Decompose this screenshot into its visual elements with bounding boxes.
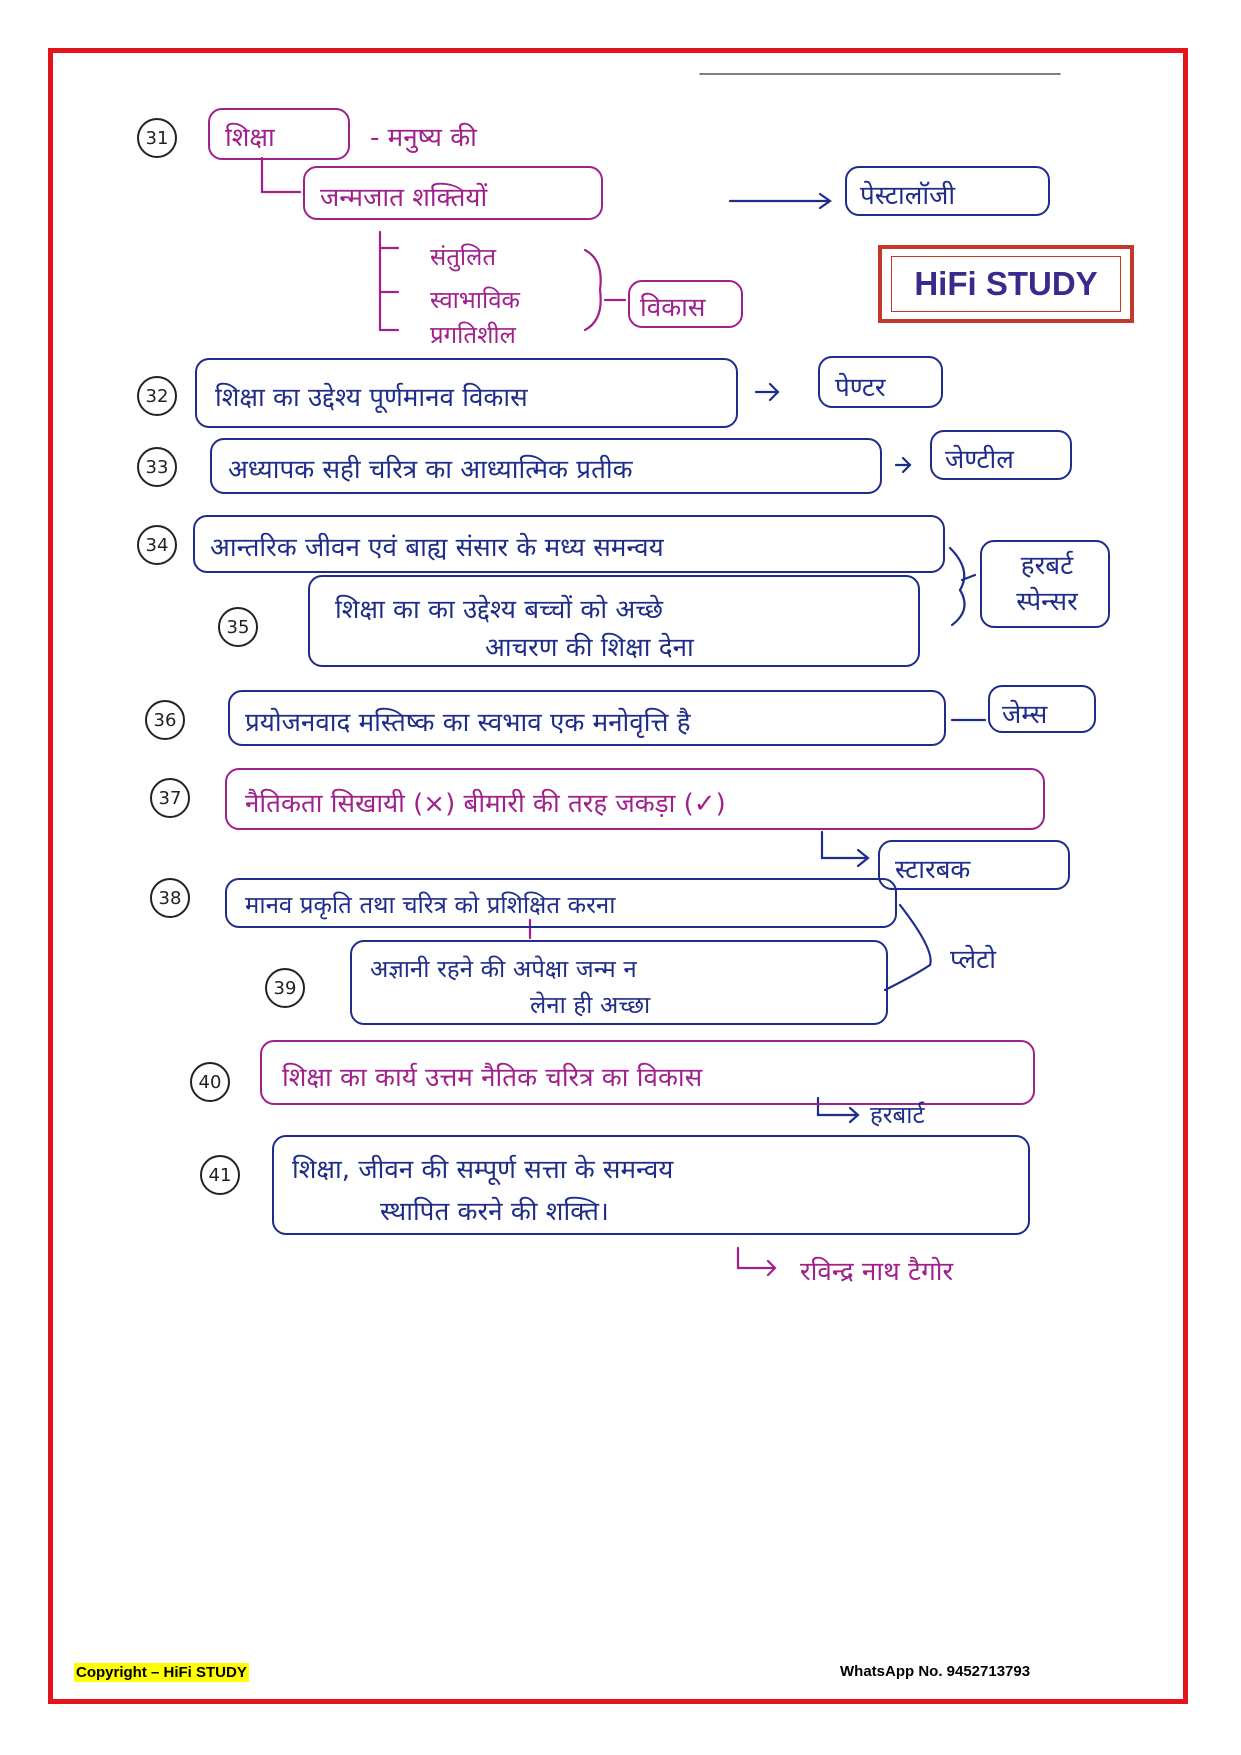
item-number: 40 bbox=[190, 1062, 230, 1102]
item-31-tail: - मनुष्य की bbox=[370, 123, 477, 153]
item-37-author: स्टारबक bbox=[895, 855, 971, 885]
item-39-author: प्लेटो bbox=[950, 945, 996, 975]
item-40-text: शिक्षा का कार्य उत्तम नैतिक चरित्र का विकास bbox=[282, 1063, 703, 1093]
item-39-text-line2: लेना ही अच्छा bbox=[530, 991, 651, 1019]
item-37-text: नैतिकता सिखायी (×) बीमारी की तरह जकड़ा (✓) bbox=[245, 789, 726, 819]
item-34-text: आन्तरिक जीवन एवं बाह्य संसार के मध्य समन्वय bbox=[210, 533, 664, 563]
item-number: 37 bbox=[150, 778, 190, 818]
item-31-branch: संतुलित bbox=[430, 243, 497, 271]
item-41-author: रविन्द्र नाथ टैगोर bbox=[800, 1257, 954, 1287]
item-32-text: शिक्षा का उद्देश्य पूर्णमानव विकास bbox=[215, 383, 528, 413]
item-number: 35 bbox=[218, 607, 258, 647]
item-35-text-line2: आचरण की शिक्षा देना bbox=[485, 633, 694, 663]
item-number: 31 bbox=[137, 118, 177, 158]
item-41-text-line1: शिक्षा, जीवन की सम्पूर्ण सत्ता के समन्वय bbox=[292, 1155, 674, 1185]
item-31-sub: जन्मजात शक्तियों bbox=[320, 183, 488, 213]
item-38-text: मानव प्रकृति तथा चरित्र को प्रशिक्षित करना bbox=[245, 891, 616, 919]
item-39-text-line1: अज्ञानी रहने की अपेक्षा जन्म न bbox=[370, 955, 637, 983]
item-40-author: हरबार्ट bbox=[870, 1101, 925, 1129]
item-31-text: शिक्षा bbox=[225, 123, 275, 153]
item-36-author: जेम्स bbox=[1002, 700, 1048, 730]
item-number: 38 bbox=[150, 878, 190, 918]
whatsapp-text: WhatsApp No. 9452713793 bbox=[840, 1663, 1031, 1680]
item-number: 36 bbox=[145, 700, 185, 740]
item-35-text-line1: शिक्षा का का उद्देश्य बच्चों को अच्छे bbox=[335, 595, 663, 625]
item-35-author: हरबर्ट स्पेन्सर bbox=[1016, 551, 1078, 617]
item-number: 33 bbox=[137, 447, 177, 487]
item-31-branch: प्रगतिशील bbox=[430, 321, 516, 349]
item-number: 34 bbox=[137, 525, 177, 565]
item-33-author: जेण्टील bbox=[945, 445, 1014, 475]
item-33-text: अध्यापक सही चरित्र का आध्यात्मिक प्रतीक bbox=[228, 455, 633, 485]
item-32-author: पेण्टर bbox=[835, 373, 886, 403]
item-31-author: पेस्टालॉजी bbox=[860, 181, 956, 211]
brand-badge-inner bbox=[891, 256, 1121, 312]
brand-badge bbox=[878, 245, 1134, 323]
brand-label: HiFi STUDY bbox=[914, 265, 1098, 302]
copyright-text: Copyright – HiFi STUDY bbox=[76, 1664, 247, 1681]
item-number: 41 bbox=[200, 1155, 240, 1195]
item-41-text-line2: स्थापित करने की शक्ति। bbox=[380, 1197, 609, 1227]
item-36-text: प्रयोजनवाद मस्तिष्क का स्वभाव एक मनोवृत्ति है bbox=[245, 708, 691, 738]
item-31-branch: स्वाभाविक bbox=[430, 286, 520, 314]
item-number: 32 bbox=[137, 376, 177, 416]
item-31-result: विकास bbox=[640, 293, 706, 323]
item-number: 39 bbox=[265, 968, 305, 1008]
